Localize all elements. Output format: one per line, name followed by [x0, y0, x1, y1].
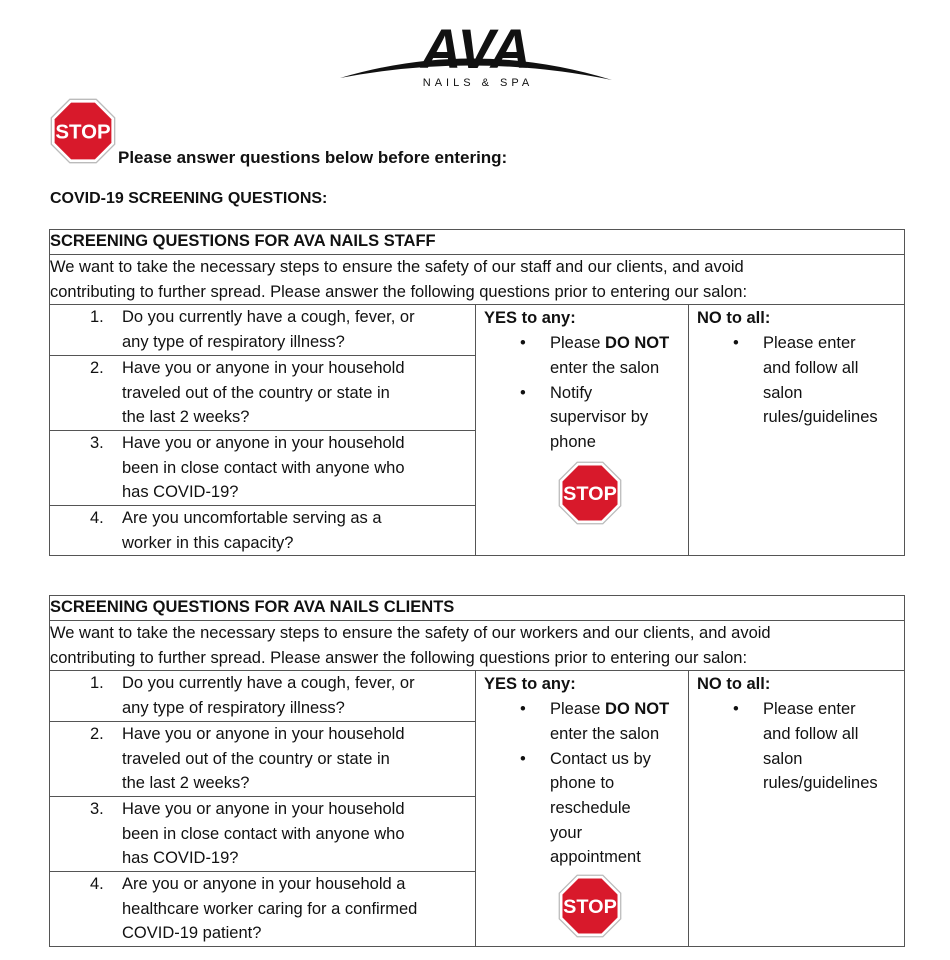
- bullet-icon: •: [520, 700, 526, 719]
- bullet-bold-text: DO NOT: [605, 700, 670, 719]
- question-text: the last 2 weeks?: [122, 774, 250, 793]
- bullet-text: rules/guidelines: [763, 774, 878, 793]
- question-number: 4.: [90, 509, 104, 528]
- question-cell: [50, 355, 476, 430]
- yes-heading: YES to any:: [484, 675, 576, 694]
- list-item: [697, 697, 896, 796]
- bullet-text: Notify: [550, 383, 593, 402]
- question-number: 4.: [90, 875, 104, 894]
- list-item: [697, 331, 896, 430]
- bullet-text: Please: [550, 700, 606, 719]
- bullet-text: salon: [763, 383, 803, 402]
- description-line: contributing to further spread. Please answer the following questions prior to entering our salon:: [50, 648, 748, 667]
- question-cell: [50, 305, 476, 355]
- bullet-text: Contact us by: [550, 749, 651, 768]
- no-response-cell: [689, 305, 905, 556]
- question-text: the last 2 weeks?: [122, 408, 250, 427]
- question-text: any type of respiratory illness?: [122, 699, 345, 718]
- bullet-text: Please: [550, 334, 606, 353]
- bullet-text: Please enter: [763, 334, 856, 353]
- question-number: 3.: [90, 799, 104, 818]
- intro-text: Please answer questions below before entering:: [118, 148, 508, 167]
- stop-sign-label: STOP: [563, 482, 617, 505]
- stop-sign-icon: [558, 874, 680, 946]
- question-text: any type of respiratory illness?: [122, 333, 345, 352]
- question-cell: [50, 671, 476, 721]
- question-cell: [50, 796, 476, 871]
- question-text: has COVID-19?: [122, 849, 239, 868]
- description-line: contributing to further spread. Please answer the following questions prior to entering our salon:: [50, 282, 748, 301]
- table-description: [50, 255, 905, 305]
- list-item: [484, 331, 680, 380]
- question-text: Do you currently have a cough, fever, or: [122, 308, 415, 327]
- logo-main-text: AVA: [421, 17, 531, 80]
- no-heading: NO to all:: [697, 675, 771, 694]
- staff-screening-table: [49, 229, 905, 556]
- question-number: 2.: [90, 358, 104, 377]
- bullet-text: phone to: [550, 774, 615, 793]
- bullet-icon: •: [520, 383, 526, 402]
- stop-sign-label: STOP: [55, 120, 111, 144]
- bullet-text: reschedule: [550, 798, 631, 817]
- question-text: Are you or anyone in your household a: [122, 875, 406, 894]
- question-text: been in close contact with anyone who: [122, 824, 405, 843]
- question-cell: [50, 506, 476, 556]
- table-description: [50, 621, 905, 671]
- question-cell: [50, 721, 476, 796]
- yes-response-cell: [476, 305, 689, 556]
- question-text: Have you or anyone in your household: [122, 433, 405, 452]
- no-heading: NO to all:: [697, 309, 771, 328]
- description-line: We want to take the necessary steps to ensure the safety of our staff and our clients, and avoid: [50, 258, 744, 276]
- bullet-text: your: [550, 823, 583, 842]
- question-text: traveled out of the country or state in: [122, 383, 390, 402]
- bullet-icon: •: [520, 749, 526, 768]
- list-item: [484, 747, 680, 871]
- bullet-bold-text: DO NOT: [605, 334, 670, 353]
- no-response-cell: [689, 671, 905, 947]
- yes-response-cell: [476, 671, 689, 947]
- question-number: 3.: [90, 433, 104, 452]
- question-cell: [50, 430, 476, 505]
- table-title: SCREENING QUESTIONS FOR AVA NAILS STAFF: [50, 230, 905, 255]
- bullet-text: salon: [763, 749, 803, 768]
- question-text: has COVID-19?: [122, 483, 239, 502]
- stop-sign-icon: [558, 461, 680, 533]
- question-text: Have you or anyone in your household: [122, 358, 405, 377]
- question-text: been in close contact with anyone who: [122, 458, 405, 477]
- list-item: [484, 697, 680, 746]
- description-line: We want to take the necessary steps to ensure the safety of our workers and our clients, and avoid: [50, 624, 771, 642]
- question-text: Have you or anyone in your household: [122, 724, 405, 743]
- stop-sign-icon: [50, 98, 116, 164]
- question-number: 1.: [90, 674, 104, 693]
- bullet-text: phone: [550, 432, 596, 451]
- question-text: worker in this capacity?: [122, 533, 294, 552]
- list-item: [484, 381, 680, 455]
- bullet-text: rules/guidelines: [763, 408, 878, 427]
- bullet-text: and follow all: [763, 358, 859, 377]
- question-number: 2.: [90, 724, 104, 743]
- question-text: Do you currently have a cough, fever, or: [122, 674, 415, 693]
- question-text: Have you or anyone in your household: [122, 799, 405, 818]
- yes-heading: YES to any:: [484, 309, 576, 328]
- bullet-text: Please enter: [763, 700, 856, 719]
- logo-sub-text: NAILS & SPA: [422, 77, 534, 89]
- bullet-text: appointment: [550, 848, 641, 867]
- question-text: COVID-19 patient?: [122, 924, 262, 943]
- ava-logo: [320, 6, 630, 92]
- question-number: 1.: [90, 308, 104, 327]
- question-text: Are you uncomfortable serving as a: [122, 509, 382, 528]
- table-title: SCREENING QUESTIONS FOR AVA NAILS CLIENTS: [50, 596, 905, 621]
- bullet-text: supervisor by: [550, 408, 649, 427]
- stop-sign-label: STOP: [563, 896, 617, 919]
- question-text: healthcare worker caring for a confirmed: [122, 899, 418, 918]
- bullet-text: enter the salon: [550, 358, 660, 377]
- bullet-text: and follow all: [763, 724, 859, 743]
- bullet-icon: •: [733, 700, 739, 719]
- clients-screening-table: [49, 595, 905, 947]
- section-title: COVID-19 SCREENING QUESTIONS:: [50, 190, 328, 207]
- question-cell: [50, 872, 476, 947]
- question-text: traveled out of the country or state in: [122, 749, 390, 768]
- bullet-icon: •: [520, 334, 526, 353]
- bullet-text: enter the salon: [550, 724, 660, 743]
- bullet-icon: •: [733, 334, 739, 353]
